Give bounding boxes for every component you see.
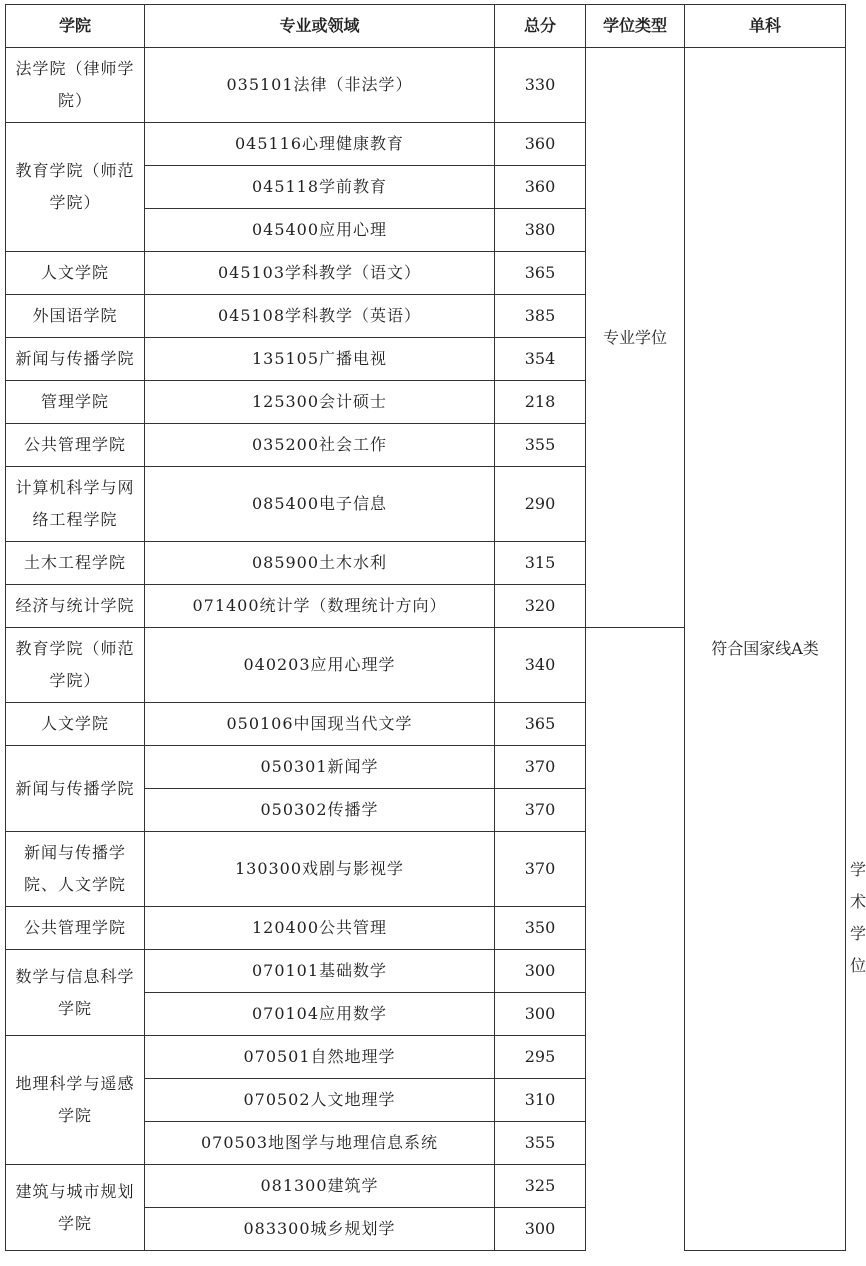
school-cell: 建筑与城市规划学院 (6, 1165, 145, 1251)
major-cell: 050301新闻学 (145, 746, 495, 789)
score-cell: 370 (495, 832, 586, 907)
school-cell: 新闻与传播学院 (6, 746, 145, 832)
major-cell: 070502人文地理学 (145, 1079, 495, 1122)
major-cell: 070101基础数学 (145, 950, 495, 993)
major-cell: 070104应用数学 (145, 993, 495, 1036)
single-subject-cell: 符合国家线A类 (685, 48, 846, 1251)
major-cell: 045103学科教学（语文） (145, 252, 495, 295)
score-table (5, 4, 866, 1251)
major-cell: 070501自然地理学 (145, 1036, 495, 1079)
score-cell: 295 (495, 1036, 586, 1079)
score-cell: 320 (495, 585, 586, 628)
score-cell: 360 (495, 123, 586, 166)
school-cell: 法学院（律师学院） (6, 48, 145, 123)
major-cell: 050302传播学 (145, 789, 495, 832)
school-cell: 公共管理学院 (6, 424, 145, 467)
school-cell: 新闻与传播学院、人文学院 (6, 832, 145, 907)
major-cell: 070503地图学与地理信息系统 (145, 1122, 495, 1165)
header-total-score: 总分 (495, 5, 586, 48)
major-cell: 125300会计硕士 (145, 381, 495, 424)
major-cell: 045116心理健康教育 (145, 123, 495, 166)
score-cell: 370 (495, 746, 586, 789)
score-cell: 340 (495, 628, 586, 703)
school-cell: 地理科学与遥感学院 (6, 1036, 145, 1165)
degree-type-cell: 专业学位 (586, 48, 685, 628)
score-cell: 325 (495, 1165, 586, 1208)
major-cell: 120400公共管理 (145, 907, 495, 950)
school-cell: 外国语学院 (6, 295, 145, 338)
school-cell: 人文学院 (6, 252, 145, 295)
header-major: 专业或领域 (145, 5, 495, 48)
school-cell: 公共管理学院 (6, 907, 145, 950)
score-cell: 380 (495, 209, 586, 252)
score-cell: 385 (495, 295, 586, 338)
major-cell: 130300戏剧与影视学 (145, 832, 495, 907)
score-cell: 300 (495, 993, 586, 1036)
table-header-row (6, 5, 846, 48)
school-cell: 新闻与传播学院 (6, 338, 145, 381)
school-cell: 教育学院（师范学院） (6, 123, 145, 252)
school-cell: 经济与统计学院 (6, 585, 145, 628)
score-cell: 300 (495, 950, 586, 993)
major-cell: 050106中国现当代文学 (145, 703, 495, 746)
major-cell: 035101法律（非法学） (145, 48, 495, 123)
school-cell: 管理学院 (6, 381, 145, 424)
major-cell: 081300建筑学 (145, 1165, 495, 1208)
major-cell: 085900土木水利 (145, 542, 495, 585)
score-cell: 300 (495, 1208, 586, 1251)
major-cell: 045400应用心理 (145, 209, 495, 252)
school-cell: 计算机科学与网络工程学院 (6, 467, 145, 542)
score-cell: 370 (495, 789, 586, 832)
score-cell: 365 (495, 252, 586, 295)
major-cell: 135105广播电视 (145, 338, 495, 381)
score-cell: 360 (495, 166, 586, 209)
major-cell: 045118学前教育 (145, 166, 495, 209)
score-cell: 350 (495, 907, 586, 950)
major-cell: 035200社会工作 (145, 424, 495, 467)
table-row (6, 48, 846, 123)
major-cell: 045108学科教学（英语） (145, 295, 495, 338)
score-cell: 290 (495, 467, 586, 542)
score-cell: 330 (495, 48, 586, 123)
score-cell: 218 (495, 381, 586, 424)
major-cell: 085400电子信息 (145, 467, 495, 542)
school-cell: 土木工程学院 (6, 542, 145, 585)
score-cell: 355 (495, 1122, 586, 1165)
score-cell: 355 (495, 424, 586, 467)
score-cell: 310 (495, 1079, 586, 1122)
header-school: 学院 (6, 5, 145, 48)
header-degree-type: 学位类型 (586, 5, 685, 48)
major-cell: 040203应用心理学 (145, 628, 495, 703)
major-cell: 083300城乡规划学 (145, 1208, 495, 1251)
school-cell: 教育学院（师范学院） (6, 628, 145, 703)
school-cell: 数学与信息科学学院 (6, 950, 145, 1036)
table-row: 经济与统计学院 071400统计学（数理统计方向） 320 学术学位 (6, 585, 846, 628)
score-cell: 365 (495, 703, 586, 746)
major-cell: 071400统计学（数理统计方向） (145, 585, 495, 628)
score-cell: 315 (495, 542, 586, 585)
school-cell: 人文学院 (6, 703, 145, 746)
score-cell: 354 (495, 338, 586, 381)
header-single-subject: 单科 (685, 5, 846, 48)
